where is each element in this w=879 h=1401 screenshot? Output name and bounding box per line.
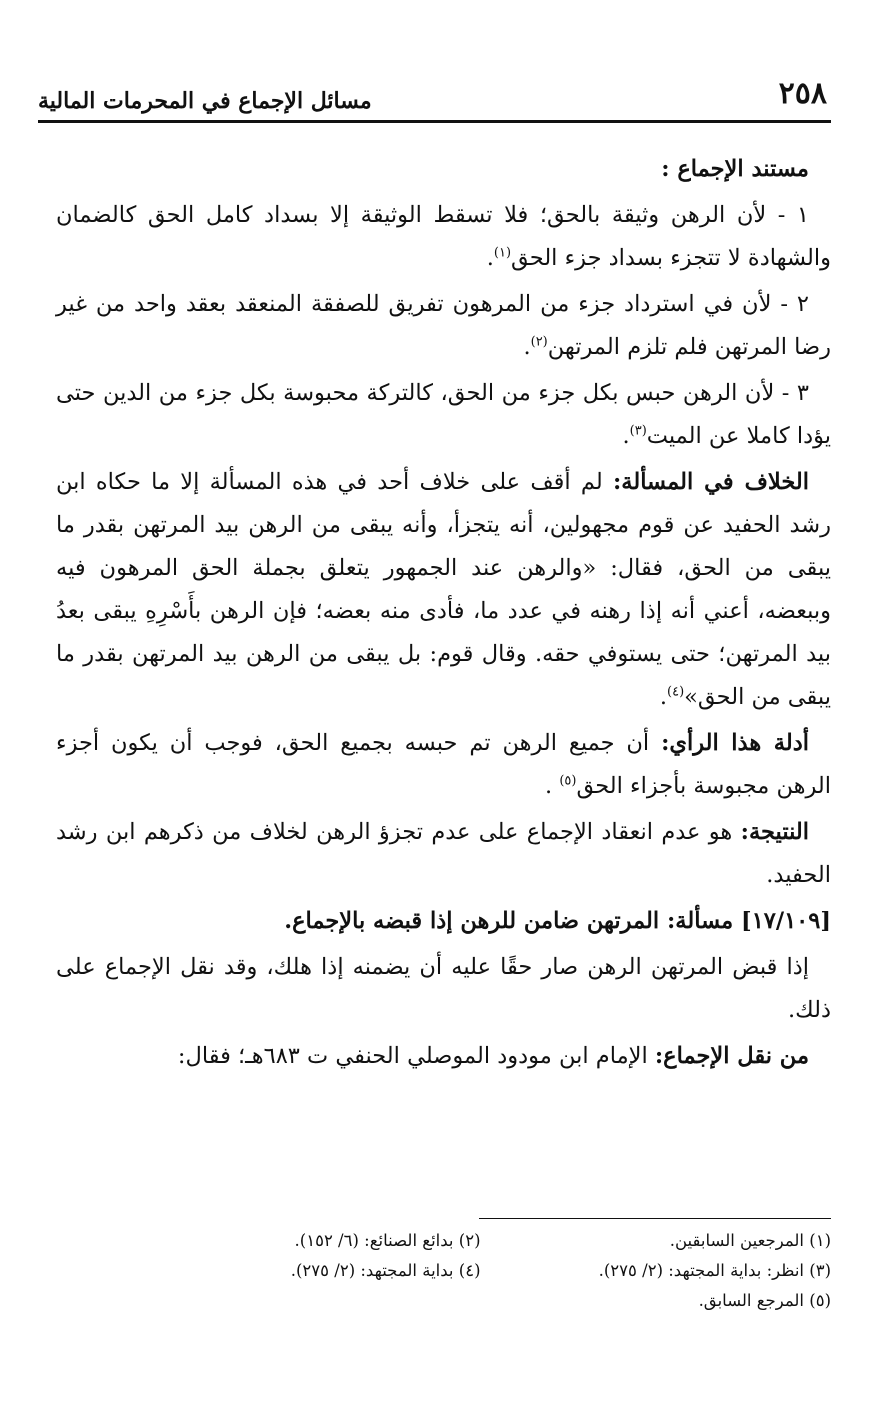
running-title: مسائل الإجماع في المحرمات المالية [38,88,372,114]
header-rule [38,120,831,123]
footnote-5: (٥) المرجع السابق. [698,1291,831,1310]
paragraph-text: لم أقف على خلاف أحد في هذه المسألة إلا ما حكاه ابن رشد الحفيد عن قوم مجهولين، أنه يتجزأ، وأنه يبقى من الرهن بيد المرتهن بقدر ما يبقى من الحق، فقال: «والرهن عند الجمهور يتعلق بجملة الحق المرهون فيه وببعضه، أعني أنه إذا رهنه في عدد ما، فأدى منه بعضه؛ فإن الرهن بأَسْرِهِ يبقى بعدُ بيد المرتهن؛ حتى يستوفي حقه. وقال قوم: بل يبقى من الرهن بيد المرتهن بقدر ما يبقى من الحق» [56,469,831,710]
footnote-ref[interactable]: (٢) [530,334,548,350]
footnote-ref[interactable]: (٤) [667,684,685,700]
paragraph-text: هو عدم انعقاد الإجماع على عدم تجزؤ الرهن لخلاف من ذكرهم ابن رشد الحفيد. [56,819,831,888]
paragraph-evidence-3 [56,372,831,458]
punctuation: . [486,245,494,271]
paragraph-text: ٢ - لأن في استرداد جزء من المرهون تفريق للصفقة المنعقد بعقد واحد من غير رضا المرتهن فلم تلزم المرتهن [56,291,831,360]
paragraph-text: ٣ - لأن الرهن حبس بكل جزء من الحق، كالتركة محبوسة بكل جزء من الدين حتى يؤدا كاملا عن الميت [56,380,831,449]
section-heading [56,148,831,191]
paragraph-label: النتيجة: [740,819,810,845]
punctuation: . [523,334,531,360]
paragraph-transmitter [56,1035,831,1078]
punctuation: . [545,773,560,799]
footnote-4: (٤) بداية المجتهد: (٢/ ٢٧٥). [290,1261,481,1280]
paragraph-guarantee [56,946,831,1032]
footnote-ref[interactable]: (١) [493,245,512,261]
paragraph-text: ١ - لأن الرهن وثيقة بالحق؛ فلا تسقط الوثيقة إلا بسداد كامل الحق كالضمان والشهادة لا تتجزء بسداد جزء الحق [56,202,831,271]
page-header [38,72,831,124]
paragraph-label: أدلة هذا الرأي: [661,730,809,756]
issue-heading [56,900,831,943]
paragraph-evidence-2 [56,283,831,369]
paragraph-label: الخلاف في المسألة: [612,469,809,495]
paragraph-result [56,811,831,897]
footnote-3: (٣) انظر: بداية المجتهد: (٢/ ٢٧٥). [598,1261,831,1280]
paragraph-label: من نقل الإجماع: [654,1043,809,1069]
paragraph-text: الإمام ابن مودود الموصلي الحنفي ت ٦٨٣هـ؛ فقال: [177,1043,655,1069]
punctuation: . [659,684,668,710]
main-text [56,148,831,1081]
footnote-ref[interactable]: (٣) [629,423,647,439]
footnotes [170,1226,831,1316]
punctuation: . [622,423,630,449]
footnote-1: (١) المرجعين السابقين. [669,1231,831,1250]
page-number: ٢٥٨ [778,76,827,111]
paragraph-text: إذا قبض المرتهن الرهن صار حقًا عليه أن يضمنه إذا هلك، وقد نقل الإجماع على ذلك. [56,954,831,1023]
paragraph-text: أن جميع الرهن تم حبسه بجميع الحق، فوجب أن يكون أجزء الرهن مجبوسة بأجزاء الحق [56,730,831,799]
heading-text: مستند الإجماع : [661,156,809,182]
heading-text: [١٧/١٠٩] مسألة: المرتهن ضامن للرهن إذا قبضه بالإجماع. [284,908,831,934]
footnote-2: (٢) بدائع الصنائع: (٦/ ١٥٢). [294,1231,481,1250]
paragraph-disagreement [56,461,831,719]
paragraph-evidence-of-opinion [56,722,831,808]
footnote-ref[interactable]: (٥) [559,773,577,789]
footnote-rule [479,1218,831,1219]
paragraph-evidence-1 [56,194,831,280]
